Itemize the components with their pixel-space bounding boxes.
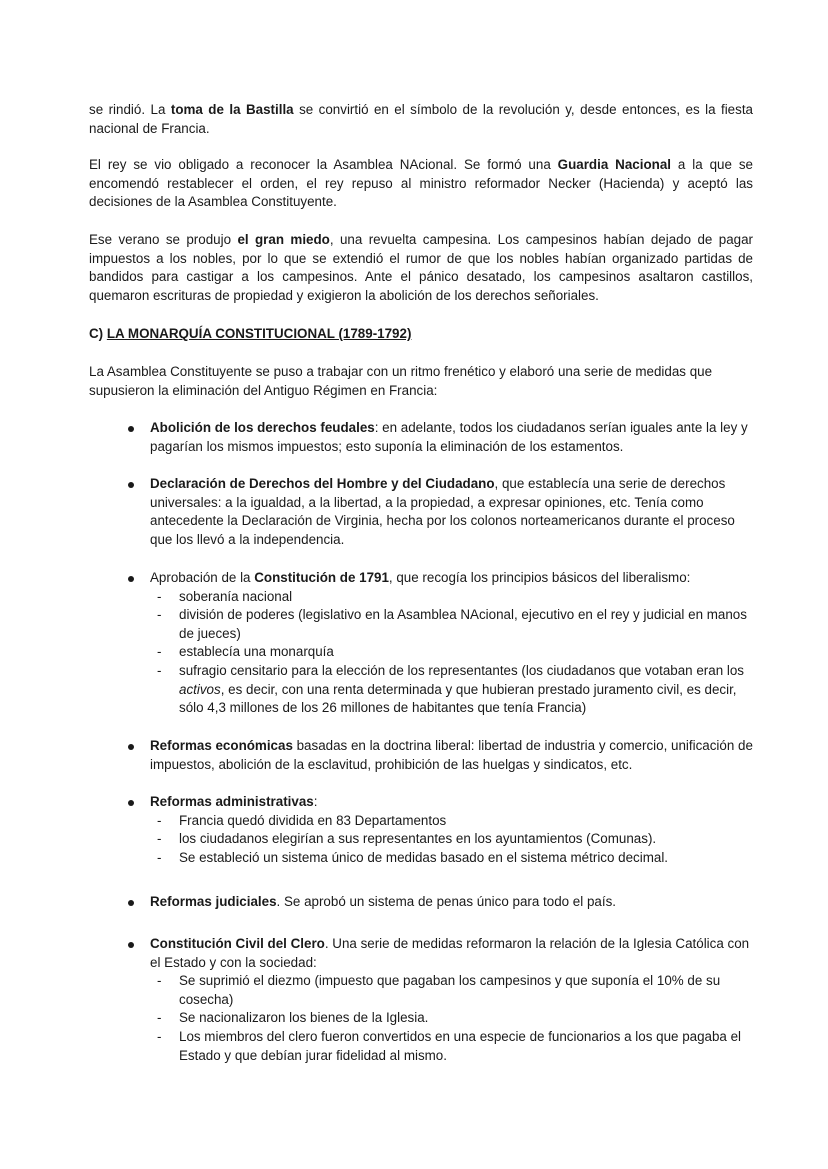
text-segment: . Una serie de medidas reformaron la relación de la Iglesia Católica con el Estado y con la sociedad: <box>150 936 750 970</box>
text-segment: división de poderes (legislativo en la Asamblea NAcional, ejecutivo en el rey y judicial en manos de jueces) <box>179 607 747 641</box>
paragraph-guardia-nacional <box>89 156 753 212</box>
paragraph-intro <box>89 363 749 400</box>
sub-item <box>128 1009 754 1028</box>
text-segment: basadas en la doctrina liberal: libertad de industria y comercio, unificación de impuestos, abolición de la esclavitud, prohibición de las huelgas y sindicatos, etc. <box>150 738 753 772</box>
text-segment: , es decir, con una renta determinada y que hubieran prestado juramento civil, es decir, sólo 4,3 millones de los 26 millones de habitantes que tenía Francia) <box>179 681 737 716</box>
dash-icon: - <box>157 973 162 989</box>
text-segment: Se suprimió el diezmo (impuesto que pagaban los campesinos y que suponía el 10% de su cosecha) <box>179 973 721 1007</box>
dash-icon: - <box>157 831 162 847</box>
text-segment: los ciudadanos elegirían a sus representantes en los ayuntamientos (Comunas). <box>179 831 657 847</box>
sub-item <box>128 812 754 831</box>
dash-icon: - <box>157 644 162 660</box>
dash-icon: - <box>157 812 162 828</box>
text-segment: Ese verano se produjo <box>89 232 238 247</box>
bullet-text <box>150 793 754 812</box>
dash-icon: - <box>157 662 162 678</box>
heading-title: LA MONARQUÍA CONSTITUCIONAL (1789-1792) <box>106 326 412 341</box>
bold-term: Declaración de Derechos del Hombre y del Ciudadano <box>150 476 495 491</box>
bullet-text <box>150 419 754 456</box>
bold-term: Guardia Nacional <box>557 157 671 172</box>
text-segment: se rindió. La <box>89 102 171 117</box>
text-segment: soberanía nacional <box>179 588 293 604</box>
text-segment: sufragio censitario para la elección de los representantes (los ciudadanos que votaban eran los <box>179 662 744 678</box>
sub-item <box>128 643 754 662</box>
text-segment: Se nacionalizaron los bienes de la Iglesia. <box>179 1010 429 1026</box>
paragraph-bastilla <box>89 101 753 138</box>
bold-term: Reformas administrativas <box>150 794 314 809</box>
bold-term: toma de la Bastilla <box>170 102 294 117</box>
text-segment: Los miembros del clero fueron convertidos en una especie de funcionarios a los que pagaba el Estado y que debían jurar fidelidad al mismo. <box>179 1028 742 1063</box>
dash-icon: - <box>157 849 162 865</box>
bullet-text <box>150 893 754 912</box>
dash-icon: - <box>157 588 162 604</box>
bullet-text <box>150 475 754 549</box>
text-segment: , una revuelta campesina. Los campesinos habían dejado de pagar impuestos a los nobles, por lo que se extendió el rumor de que los nobles habían organizado partidas de bandidos para castigar a los campesinos. Ante el pánico desatado, los campesinos asaltaron castillos, quemaron escrituras de propiedad y exigieron la abolición de los derechos señoriales. <box>89 232 753 303</box>
bold-term: Abolición de los derechos feudales <box>150 420 375 435</box>
dash-icon: - <box>157 607 162 623</box>
bullet-item <box>128 893 754 912</box>
sub-item <box>128 830 754 849</box>
bold-term: Reformas económicas <box>150 738 293 753</box>
text-segment: Aprobación de la <box>150 570 255 585</box>
bullet-text <box>150 935 754 972</box>
bullet-item <box>128 419 754 456</box>
text-segment: : en adelante, todos los ciudadanos serían iguales ante la ley y pagarían los mismos impuestos; esto suponía la eliminación de los estamentos. <box>150 420 748 454</box>
bullet-item <box>128 737 754 774</box>
bullet-item <box>128 793 754 867</box>
sub-item <box>128 1028 754 1065</box>
text-segment: : <box>313 794 318 809</box>
text-segment: a la que se encomendó restablecer el orden, el rey repuso al ministro reformador Necker (Hacienda) y aceptó las decisiones de la Asamblea Constituyente. <box>89 157 753 210</box>
sub-item <box>128 662 754 718</box>
text-segment: , que establecía una serie de derechos universales: a la igualdad, a la libertad, a la propiedad, a expresar opiniones, etc. Tenía como antecedente la Declaración de Virginia, hecha por los colonos norteamericanos durante el proceso que los llevó a la independencia. <box>150 476 735 547</box>
bold-term: Constitución de 1791 <box>254 570 389 585</box>
sub-item <box>128 588 754 607</box>
text-segment: Francia quedó dividida en 83 Departamentos <box>179 812 447 828</box>
text-segment: se convirtió en el símbolo de la revolución y, desde entonces, es la fiesta nacional de Francia. <box>89 102 753 136</box>
bold-term: Constitución Civil del Clero <box>150 936 325 951</box>
bullet-text <box>150 569 754 588</box>
bullet-item <box>128 935 754 1065</box>
paragraph-gran-miedo <box>89 231 753 305</box>
text-segment: Se estableció un sistema único de medidas basado en el sistema métrico decimal. <box>179 849 669 865</box>
bullet-item <box>128 569 754 718</box>
dash-icon: - <box>157 1028 162 1044</box>
bullet-text <box>150 737 754 774</box>
bullet-item <box>128 475 754 549</box>
text-segment: . Se aprobó un sistema de penas único para todo el país. <box>276 894 616 909</box>
sub-item <box>128 849 754 868</box>
section-heading <box>89 325 753 344</box>
dash-icon: - <box>157 1010 162 1026</box>
sub-item <box>128 606 754 643</box>
heading-prefix: C) <box>89 326 107 341</box>
sub-item <box>128 972 754 1009</box>
bold-term: el gran miedo <box>237 232 330 247</box>
text-segment: , que recogía los principios básicos del liberalismo: <box>388 570 691 585</box>
bold-term: Reformas judiciales <box>150 894 277 909</box>
text-segment: La Asamblea Constituyente se puso a trabajar con un ritmo frenético y elaboró una serie de medidas que supusieron la eliminación del Antiguo Régimen en Francia: <box>89 364 713 398</box>
text-segment: establecía una monarquía <box>179 644 334 660</box>
italic-term: activos <box>179 681 221 697</box>
text-segment: El rey se vio obligado a reconocer la Asamblea NAcional. Se formó una <box>89 157 558 172</box>
